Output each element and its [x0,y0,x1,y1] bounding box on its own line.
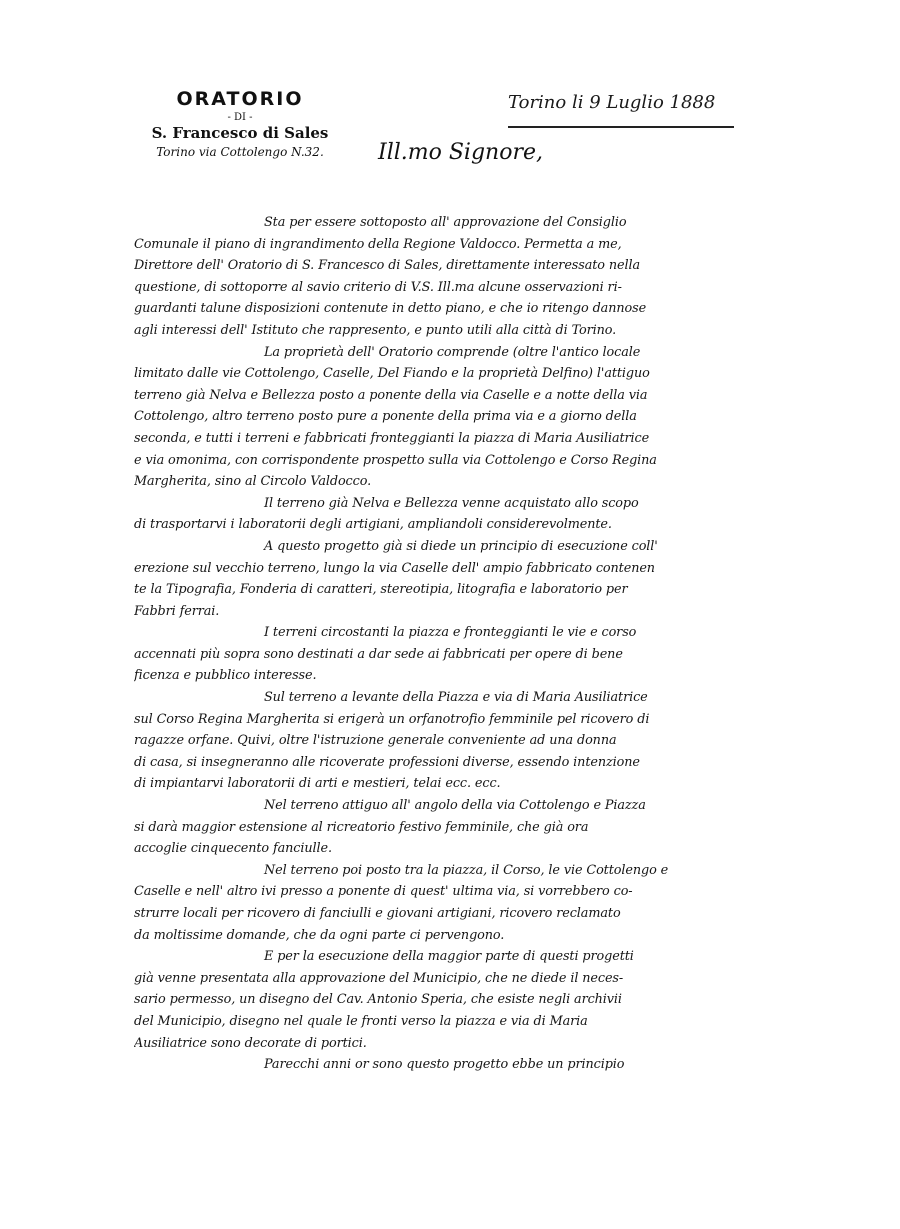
letter-line: Ausiliatrice sono decorate di portici. [134,1035,367,1051]
letter-line: limitato dalle vie Cottolengo, Caselle, Del Fiando e la proprietà Delfino) l'attiguo [134,366,650,382]
letter-line: ficenza e pubblico interesse. [134,668,317,684]
letter-line: Nel terreno poi posto tra la piazza, il Corso, le vie Cottolengo e [264,862,669,878]
letter-line: sario permesso, un disegno del Cav. Antonio Speria, che esiste negli archivii [134,992,622,1008]
letter-line: di impiantarvi laboratorii di arti e mestieri, telai ecc. ecc. [134,776,501,792]
letter-line: da moltissime domande, che da ogni parte ci pervengono. [134,927,505,943]
letter-line: di trasportarvi i laboratorii degli artigiani, ampliandoli considerevolmente. [134,517,612,533]
letterhead-title: ORATORIO [176,88,304,110]
letter-line: I terreni circostanti la piazza e fronteggianti le vie e corso [264,625,637,641]
letter-line: La proprietà dell' Oratorio comprende (oltre l'antico locale [264,344,641,360]
letterhead-address: Torino via Cottolengo N.32. [156,145,324,159]
letter-date: Torino li 9 Luglio 1888 [508,92,734,128]
letter-line: A questo progetto già si diede un principio di esecuzione coll' [264,538,658,554]
letter-line: questione, di sottoporre al savio criterio di V.S. Ill.ma alcune osservazioni ri- [134,279,622,295]
letter-line: Parecchi anni or sono questo progetto ebbe un principio [264,1057,625,1073]
letter-line: Comunale il piano di ingrandimento della Regione Valdocco. Permetta a me, [134,236,622,252]
letter-line: seconda, e tutti i terreni e fabbricati fronteggianti la piazza di Maria Ausiliatrice [134,430,650,446]
letter-line: E per la esecuzione della maggior parte di questi progetti [264,949,634,965]
letter-line: accennati più sopra sono destinati a dar sede ai fabbricati per opere di bene [134,646,623,662]
letter-line: Caselle e nell' altro ivi presso a ponente di quest' ultima via, si vorrebbero co- [134,884,633,900]
letter-line: Fabbri ferrai. [134,603,220,619]
letterhead-name: S. Francesco di Sales [151,124,329,142]
letter-line: ragazze orfane. Quivi, oltre l'istruzione generale conveniente ad una donna [134,733,617,749]
letter-line: Il terreno già Nelva e Bellezza venne acquistato allo scopo [264,495,639,511]
letter-body [134,212,774,1076]
letter-line: agli interessi dell' Istituto che rappresento, e punto utili alla città di Torino. [134,322,617,338]
letter-line: accoglie cinquecento fanciulle. [134,841,332,857]
letter-line: te la Tipografia, Fonderia di caratteri, stereotipia, litografia e laboratorio per [134,582,628,598]
letter-line: Direttore dell' Oratorio di S. Francesco di Sales, direttamente interessato nella [134,258,640,274]
letter-line: Nel terreno attiguo all' angolo della via Cottolengo e Piazza [264,798,646,814]
letter-line: Sul terreno a levante della Piazza e via di Maria Ausiliatrice [264,690,648,706]
letter-line: e via omonima, con corrispondente prospetto sulla via Cottolengo e Corso Regina [134,452,657,468]
letter-line: guardanti talune disposizioni contenute in detto piano, e che io ritengo dannose [134,301,647,317]
letter-line: del Municipio, disegno nel quale le fronti verso la piazza e via di Maria [134,1013,588,1029]
salutation: Ill.mo Signore, [378,140,543,165]
letter-line: già venne presentata alla approvazione del Municipio, che ne diede il neces- [134,970,624,986]
letter-line: erezione sul vecchio terreno, lungo la via Caselle dell' ampio fabbricato contenen [134,560,655,576]
letter-line: Cottolengo, altro terreno posto pure a ponente della prima via e a giorno della [134,409,637,425]
letter-line: sul Corso Regina Margherita si erigerà un orfanotrofio femminile pel ricovero di [134,711,650,727]
letterhead-di: - DI - [227,112,253,123]
letter-line: Margherita, sino al Circolo Valdocco. [134,474,372,490]
letter-line: di casa, si insegneranno alle ricoverate professioni diverse, essendo intenzione [134,754,640,770]
letter-line: strurre locali per ricovero di fanciulli e giovani artigiani, ricovero reclamato [134,906,621,921]
letter-line: Sta per essere sottoposto all' approvazione del Consiglio [264,215,627,230]
letter-line: terreno già Nelva e Bellezza posto a ponente della via Caselle e a notte della via [134,387,648,403]
letter-line: si darà maggior estensione al ricreatorio festivo femminile, che già ora [134,819,589,835]
letterhead [130,88,350,159]
